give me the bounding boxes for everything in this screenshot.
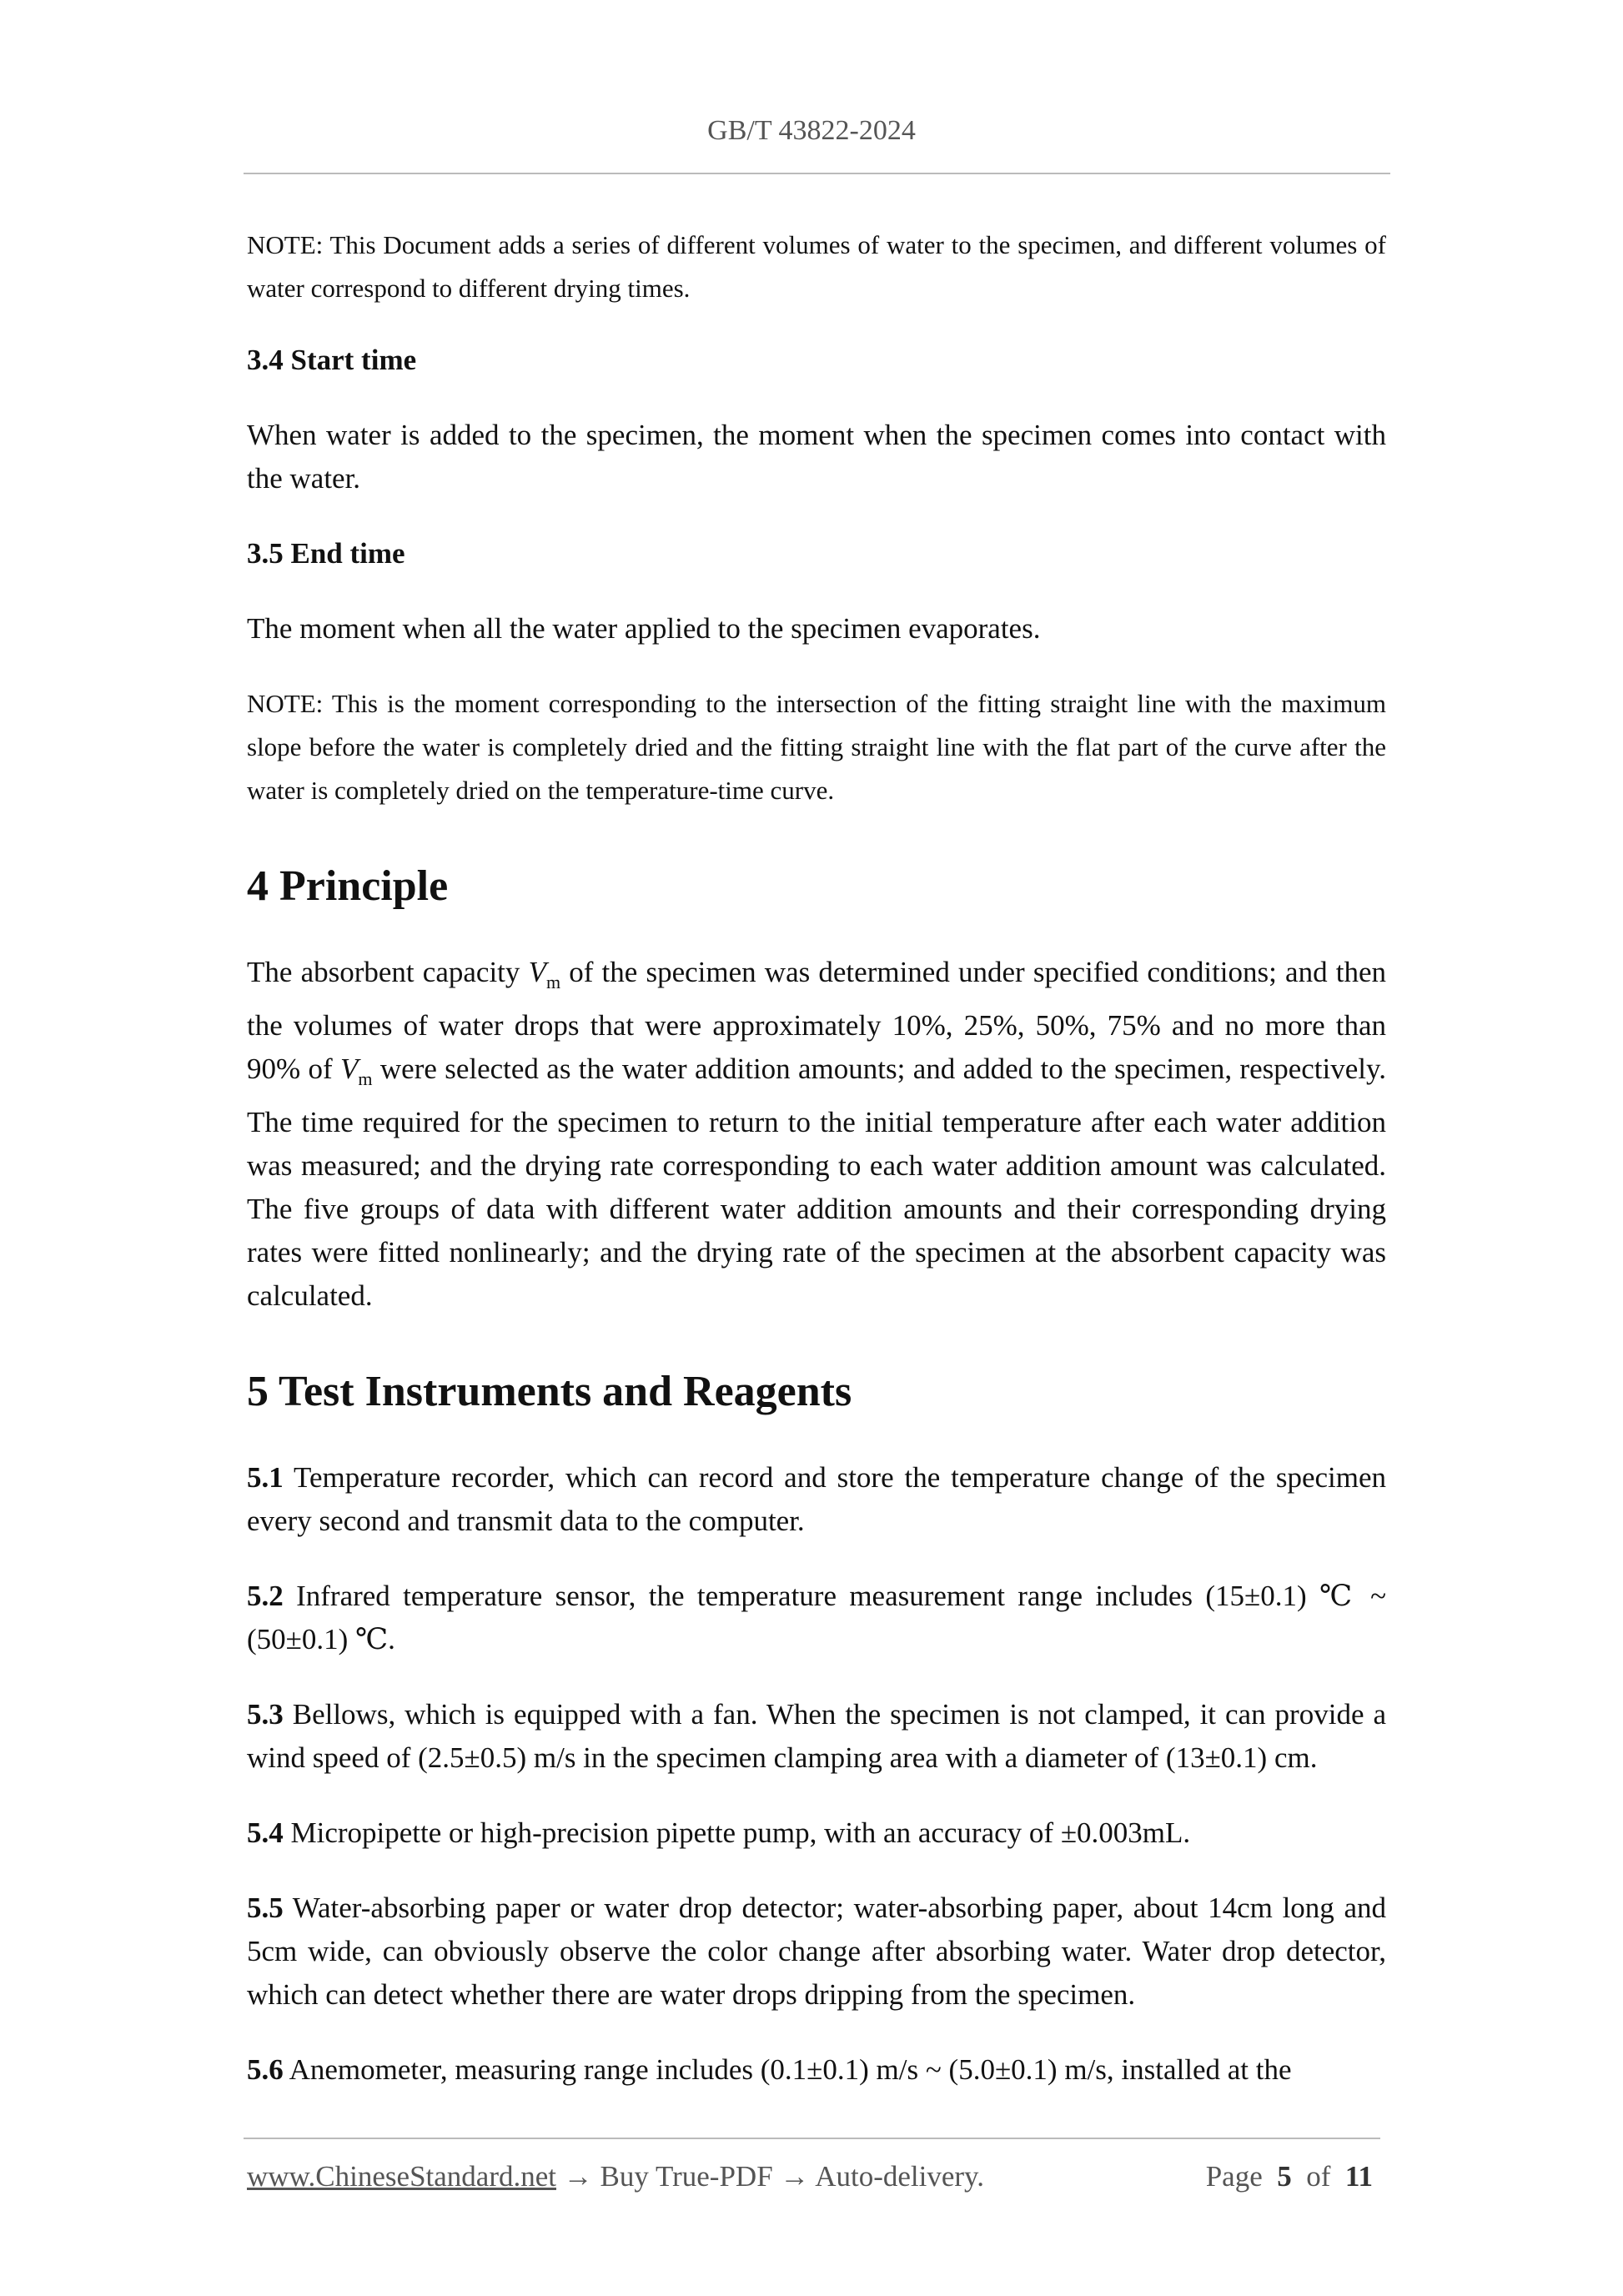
section-4-heading: 4 Principle — [247, 862, 449, 910]
section-3-5-text: The moment when all the water applied to the specimen evaporates. — [247, 612, 1041, 645]
section-4-paragraph: The absorbent capacity $V_m$ of the specimen was determined under specified conditions; and then the volumes of water drops that were approximately 10%, 25%, 50%, 75% and no more than 90% of $V_m$ were selected as the water addition amounts; and added to the specimen, respectively. The time required for the specimen to return to the initial temperature after each water addition was measured; and the drying rate corresponding to each water addition amount was calculated. The five groups of data with different water addition amounts and their corresponding drying rates were fitted nonlinearly; and the drying rate of the specimen at the absorbent capacity was calculated. — [247, 956, 1386, 1312]
item-5-3: 5.3 Bellows, which is equipped with a fan. When the specimen is not clamped, it can provide a wind speed of (2.5±0.5) m/s in the specimen clamping area with a diameter of (13±0.1) cm. — [247, 1698, 1386, 1774]
item-5-5: 5.5 Water-absorbing paper or water drop detector; water-absorbing paper, about 14cm long and 5cm wide, can obviously observe the color change after absorbing water. Water drop detector, which can detect whether there are water drops dripping from the specimen. — [247, 1892, 1386, 2011]
footer-promo: www.ChineseStandard.net → Buy True-PDF → Auto-delivery. — [247, 2160, 985, 2193]
section-3-5-title: 3.5 End time — [247, 537, 405, 570]
section-3-4-text: When water is added to the specimen, the moment when the specimen comes into contact with the water. — [247, 419, 1386, 495]
page-indicator: Page 5 of 11 — [1205, 2160, 1373, 2193]
footer-divider — [244, 2138, 1380, 2139]
item-5-2: 5.2 Infrared temperature sensor, the temperature measurement range includes (15±0.1) ℃ ~ (50±0.1) ℃. — [247, 1580, 1386, 1655]
page-content — [247, 224, 1386, 2123]
site-link[interactable]: www.ChineseStandard.net — [247, 2160, 556, 2193]
item-5-4: 5.4 Micropipette or high-precision pipette pump, with an accuracy of ±0.003mL. — [247, 1816, 1191, 1849]
section-5-heading: 5 Test Instruments and Reagents — [247, 1368, 852, 1415]
page-header: GB/T 43822-2024 — [707, 115, 916, 146]
note-drying-times: NOTE: This Document adds a series of different volumes of water to the specimen, and different volumes of water correspond to different drying times. — [247, 230, 1386, 303]
note-end-time: NOTE: This is the moment corresponding to the intersection of the fitting straight line with the maximum slope before the water is completely dried and the fitting straight line with the flat part of the curve after the water is completely dried on the temperature-time curve. — [247, 689, 1386, 805]
section-3-4-title: 3.4 Start time — [247, 344, 417, 376]
header-divider — [244, 173, 1390, 174]
item-5-1: 5.1 Temperature recorder, which can record and store the temperature change of the specimen every second and transmit data to the computer. — [247, 1461, 1386, 1537]
item-5-6: 5.6 Anemometer, measuring range includes (0.1±0.1) m/s ~ (5.0±0.1) m/s, installed at the — [247, 2053, 1292, 2086]
